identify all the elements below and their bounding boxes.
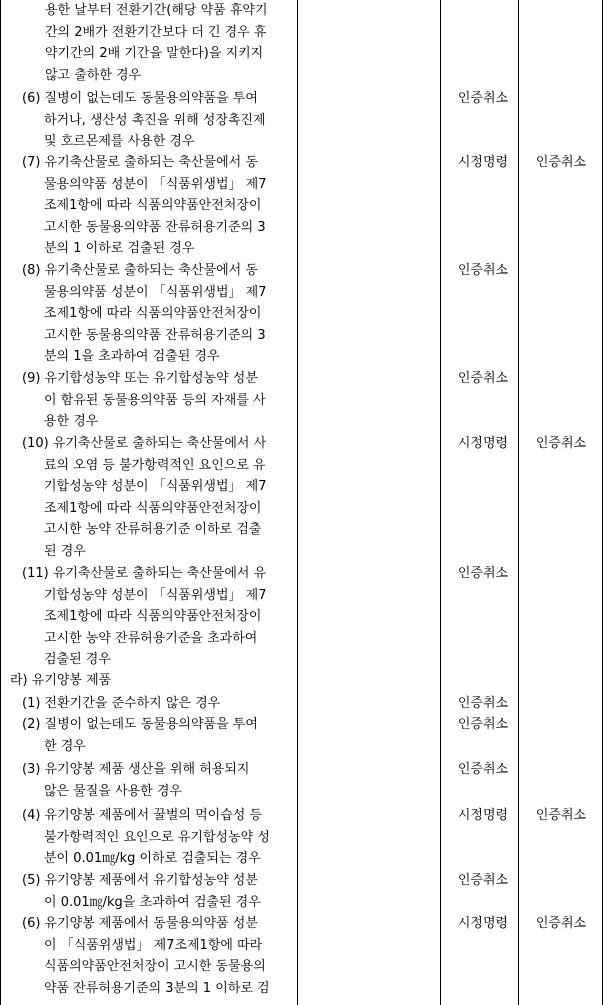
violation-text (22, 260, 292, 368)
text-line: (8) 유기축산물로 출하되는 축산물에서 동 (22, 263, 258, 278)
second-violation-action: 인증취소 (535, 916, 587, 931)
table-left-border (0, 0, 1, 1005)
first-violation-action: 시정명령 (457, 436, 509, 451)
first-violation-action: 인증취소 (457, 371, 509, 386)
text-line: (4) 유기양봉 제품에서 꿀벌의 먹이습성 등 (22, 808, 263, 823)
text-line: 분이 0.01㎎/kg 이하로 검출되는 경우 (44, 851, 261, 867)
first-violation-action: 시정명령 (457, 155, 509, 170)
violation-text (22, 88, 292, 153)
second-violation-action: 인증취소 (535, 436, 587, 451)
violation-text (22, 368, 292, 433)
text-line: (6) 유기양봉 제품에서 동물용의약품 성분 (22, 916, 258, 931)
text-line: (7) 유기축산물로 출하되는 축산물에서 동 (22, 155, 258, 170)
text-line: 료의 오염 등 불가항력적인 요인으로 유 (44, 457, 266, 473)
text-line: 용한 날부터 전환기간(해당 약품 휴약기 (45, 3, 268, 18)
violation-text (22, 714, 292, 757)
text-line: (10) 유기축산물로 출하되는 축산물에서 사 (22, 436, 267, 451)
text-line: (3) 유기양봉 제품 생산을 위해 허용되지 (22, 762, 250, 777)
first-violation-action: 인증취소 (457, 873, 509, 888)
text-line: 조제1항에 따라 식품의약품안전처장이 (44, 500, 262, 516)
text-line: 고시한 동물용의약품 잔류허용기준의 3 (44, 219, 266, 235)
second-violation-action: 인증취소 (535, 808, 587, 823)
text-line: 된 경우 (44, 543, 86, 559)
text-line: 기합성농약 성분이 「식품위생법」 제7 (44, 587, 267, 603)
text-line: 이 「식품위생법」 제7조제1항에 따라 (44, 937, 263, 953)
first-violation-action: 인증취소 (457, 696, 509, 711)
violation-text (22, 870, 292, 913)
text-line: 약기간의 2배 기간을 말한다)을 지키지 (45, 46, 264, 62)
text-line: 검출된 경우 (44, 652, 111, 668)
text-line: 식품의약품안전처장이 고시한 동물용의 (44, 959, 266, 975)
text-line: (11) 유기축산물로 출하되는 축산물에서 유 (22, 566, 267, 581)
text-line: (2) 질병이 없는데도 동물용의약품을 투여 (22, 717, 258, 732)
violation-text (22, 693, 292, 715)
text-line: 약품 잔류허용기준의 3분의 1 이하로 검 (44, 980, 270, 996)
violation-text (22, 152, 292, 260)
first-violation-action: 인증취소 (457, 566, 509, 581)
violation-text (22, 433, 292, 563)
first-violation-action: 시정명령 (457, 808, 509, 823)
violation-text (22, 913, 292, 999)
text-line: 간의 2배가 전환기간보다 더 긴 경우 휴 (45, 24, 267, 40)
text-line: (9) 유기합성농약 또는 유기합성농약 성분 (22, 371, 258, 386)
violation-text (45, 0, 293, 86)
first-violation-action: 인증취소 (457, 263, 509, 278)
section-header: 라) 유기양봉 제품 (10, 673, 112, 688)
text-line: 불가항력적인 요인으로 유기합성농약 성 (44, 829, 270, 845)
first-violation-action: 시정명령 (457, 916, 509, 931)
text-line: 고시한 농약 잔류허용기준 이하로 검출 (44, 522, 262, 538)
text-line: 않고 출하한 경우 (45, 67, 142, 83)
text-line: 조제1항에 따라 식품의약품안전처장이 (44, 609, 262, 625)
text-line: 및 호르몬제를 사용한 경우 (44, 134, 195, 150)
text-line: 않은 물질을 사용한 경우 (44, 783, 182, 799)
text-line: 분의 1 이하로 검출된 경우 (44, 241, 195, 257)
text-line: (6) 질병이 없는데도 동물용의약품을 투여 (22, 91, 258, 106)
first-violation-action: 인증취소 (457, 717, 509, 732)
violation-text (22, 759, 292, 802)
text-line: 조제1항에 따라 식품의약품안전처장이 (44, 306, 262, 322)
text-line: 기합성농약 성분이 「식품위생법」 제7 (44, 479, 267, 495)
text-line: 이 함유된 동물용의약품 등의 자재를 사 (44, 392, 266, 408)
first-violation-action: 인증취소 (457, 91, 509, 106)
first-violation-action: 인증취소 (457, 762, 509, 777)
text-line: (1) 전환기간을 준수하지 않은 경우 (22, 696, 221, 711)
table-divider-2 (440, 0, 441, 1005)
text-line: 물용의약품 성분이 「식품위생법」 제7 (44, 284, 267, 300)
text-line: 한 경우 (44, 738, 86, 754)
text-line: 분의 1을 초과하여 검출된 경우 (44, 349, 220, 365)
text-line: 조제1항에 따라 식품의약품안전처장이 (44, 198, 262, 214)
text-line: 물용의약품 성분이 「식품위생법」 제7 (44, 176, 267, 192)
table-divider-1 (297, 0, 298, 1005)
text-line: 하거나, 생산성 촉진을 위해 성장촉진제 (44, 112, 266, 128)
text-line: 고시한 동물용의약품 잔류허용기준의 3 (44, 327, 266, 343)
second-violation-action: 인증취소 (535, 155, 587, 170)
violation-text (22, 805, 292, 870)
table-divider-3 (518, 0, 519, 1005)
text-line: 용한 경우 (44, 414, 99, 430)
violation-text (22, 563, 292, 671)
text-line: (5) 유기양봉 제품에서 유기합성농약 성분 (22, 873, 258, 888)
text-line: 이 0.01㎎/kg을 초과하여 검출된 경우 (44, 894, 261, 910)
text-line: 고시한 농약 잔류허용기준을 초과하여 (44, 630, 258, 646)
